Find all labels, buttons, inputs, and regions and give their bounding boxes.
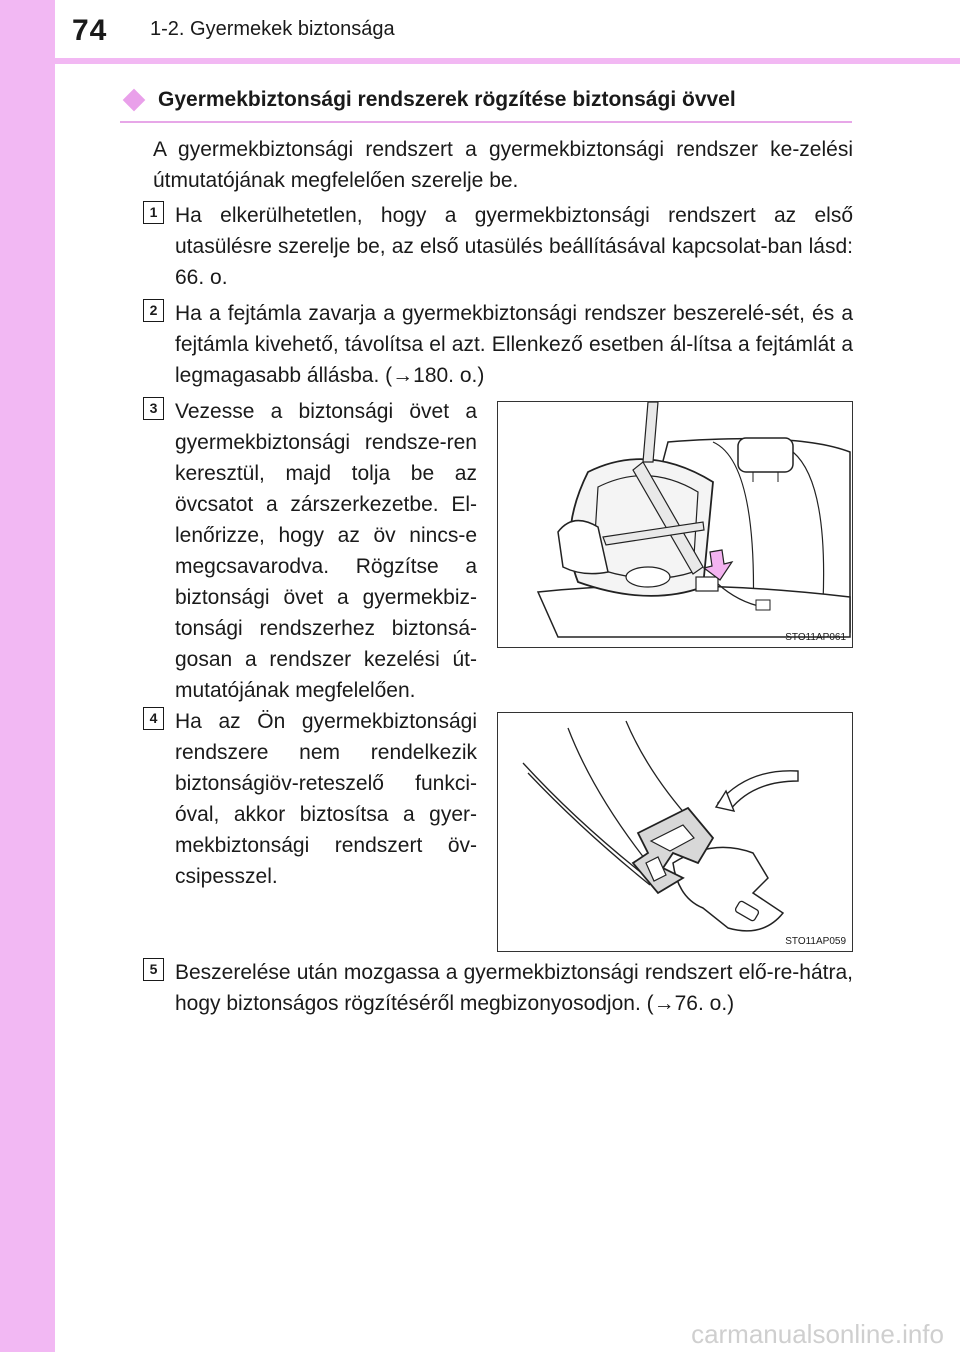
section-title: 1-2. Gyermekek biztonsága bbox=[150, 18, 395, 40]
figure-label: STO11AP061 bbox=[785, 632, 846, 643]
intro-paragraph: A gyermekbiztonsági rendszert a gyermekbiztonsági rendszer ke-zelési útmutatójának megfelelően szerelje be. bbox=[153, 138, 853, 192]
header-rule bbox=[55, 58, 960, 64]
locking-clip-illustration bbox=[498, 713, 852, 951]
watermark: carmanualsonline.info bbox=[691, 1319, 944, 1349]
step-text-1: Ha elkerülhetetlen, hogy a gyermekbiztonsági rendszert az első utasülésre szerelje be, az első utasülés beállításával kapcsolat-ban lásd: 66. o. bbox=[175, 204, 853, 289]
step-number-1: 1 bbox=[143, 201, 164, 224]
step-text-4: Ha az Ön gyermekbiztonsági rendszere nem rendelkezik biztonságiöv-reteszelő funkci-óval, akkor biztosítsa a gyer-mekbiztonsági rendszert öv-csipesszel. bbox=[175, 710, 477, 888]
page-side-tab bbox=[0, 0, 55, 1352]
step-number-2: 2 bbox=[143, 299, 164, 322]
page-number: 74 bbox=[72, 14, 108, 47]
step-text-5: Beszerelése után mozgassa a gyermekbiztonsági rendszert elő-re-hátra, hogy biztonságos rögzítéséről megbizonyosodjon. (→76. o.) bbox=[175, 961, 853, 1015]
step-text-3: Vezesse a biztonsági övet a gyermekbiztonsági rendsze-ren keresztül, majd tolja be az övcsatot a zárszerkezetbe. El-lenőrizze, hogy az öv nincs-e megcsavarodva. Rögzítse a biztonsági övet a gyermekbiz-tonsági rendszerhez biztonsá-gosan a rendszer kezelési út-mutatójának megfelelően. bbox=[175, 400, 477, 702]
subsection-title: Gyermekbiztonsági rendszerek rögzítése biztonsági övvel bbox=[158, 88, 736, 111]
subsection-heading bbox=[122, 88, 736, 112]
child-seat-illustration bbox=[498, 402, 852, 647]
step-number-5: 5 bbox=[143, 958, 164, 981]
diamond-bullet-icon bbox=[123, 89, 146, 112]
figure-child-seat-installation bbox=[497, 401, 853, 648]
subsection-rule bbox=[120, 121, 852, 123]
step-text-2: Ha a fejtámla zavarja a gyermekbiztonsági rendszer beszerelé-sét, és a fejtámla kivehető, távolítsa el azt. Ellenkező esetben ál-lítsa a fejtámlát a legmagasabb állásba. (→180. o.) bbox=[175, 302, 853, 387]
step-number-4: 4 bbox=[143, 707, 164, 730]
step-number-3: 3 bbox=[143, 397, 164, 420]
figure-locking-clip bbox=[497, 712, 853, 952]
figure-label: STO11AP059 bbox=[785, 936, 846, 947]
